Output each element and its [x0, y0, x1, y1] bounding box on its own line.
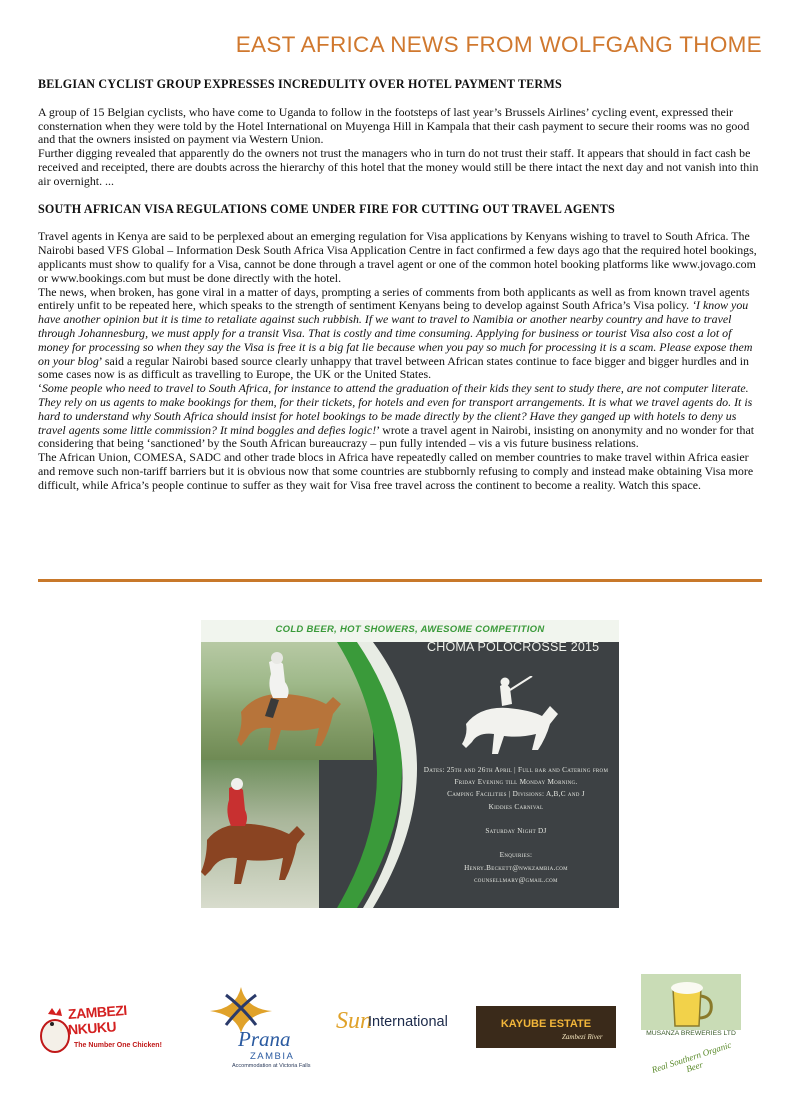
poster-tagline: COLD BEER, HOT SHOWERS, AWESOME COMPETITION: [275, 624, 545, 635]
poster-title: CHOMA POLOCROSSE 2015: [427, 640, 600, 654]
article-body: [38, 78, 764, 493]
quote-text: Some people who need to travel to South Africa, for instance to attend the graduation of their kids they sent to study there, are not computer literate. They rely on us agents to make bookings for them, for their tickets, for hotels and even for transport arrangements. It is what we travel agents do. It is hard to understand why South Africa should insist for hotel bookings to be made directly by the client? Have they ganged up with hotels to deny us travel agents some little commission? It mind boggles and defies logic!: [38, 381, 753, 437]
prana-zambia-logo: [186, 985, 326, 1071]
prana-text: Prana: [238, 1027, 291, 1051]
article2-paragraph-4: The African Union, COMESA, SADC and other trade blocs in Africa have repeatedly called on member countries to make travel within Africa easier and remove such non-tariff barriers but it is obvious now that some countries are stubbornly refusing to comply and instead make obtaining Visa more difficult, while Africa’s people continue to suffer as they wait for Visa free travel across the continent to become a reality. Watch this space.: [38, 450, 754, 492]
nkuku-text: NKUKU: [67, 1018, 117, 1038]
zambezi-text: ZAMBEZI: [67, 1001, 128, 1023]
poster-line: Camping Facilities | Divisions: A,B,C and J: [447, 790, 585, 799]
article1-paragraph-1: A group of 15 Belgian cyclists, who have come to Uganda to follow in the footsteps of last year’s Brussels Airlines’ cycling event, expressed their consternation when they were told by the Hotel International on Muyenga Hill in Kampala that their cash payment to secure their rooms was no good and that the owners insisted on payment via Western Union.: [38, 104, 750, 147]
kayube-text: KAYUBE ESTATE: [500, 1018, 592, 1030]
kayube-estate-logo: [476, 1006, 616, 1048]
polo-horse-silhouette-icon: [456, 676, 566, 756]
paragraph-text: ’ wrote a travel agent in Nairobi, insisting on anonymity and no wonder for that considering that being ‘sanctioned’ by the South African bureaucrazy – pun fully intended – vis a vis future business relations.: [38, 422, 755, 451]
quote-open: ‘: [38, 381, 42, 396]
poster-line: counsellmary@gmail.com: [474, 875, 558, 884]
paragraph-text: ’ said a regular Nairobi based source clearly unhappy that travel between African states continue to face bigger and bigger hurdles and in some cases now is as difficult as travelling to Europe, the UK or the United States.: [38, 353, 749, 382]
poster-line: Friday Evening till Monday Morning.: [454, 778, 578, 787]
prana-subtitle: Accommodation at Victoria Falls: [232, 1063, 311, 1069]
article2-paragraph-3: [38, 382, 764, 451]
article2-paragraph-1: Travel agents in Kenya are said to be perplexed about an emerging regulation for Visa applications by Kenyans wishing to travel to South Africa. The Nairobi based VFS Global – Information Desk South Africa Visa Application Centre in fact confirmed a few days ago that the required hotel bookings, applicants must show to qualify for a Visa, cannot be done through a travel agent or one of the common hotel booking platforms like www.jovago.com or www.bookings.com but must be done directly with the hotel.: [38, 229, 757, 285]
poster-line: [413, 837, 619, 849]
sun-international-text: International: [368, 1014, 448, 1030]
poster-line: [413, 813, 619, 825]
section-divider: [38, 579, 762, 582]
zambezi-nkuku-logo: [38, 1000, 176, 1060]
poster-line: Saturday Night DJ: [485, 827, 547, 836]
article2-paragraph-2: [38, 286, 764, 383]
article2-headline: SOUTH AFRICAN VISA REGULATIONS COME UNDER FIRE FOR CUTTING OUT TRAVEL AGENTS: [38, 201, 615, 216]
article1-paragraph-2: Further digging revealed that apparently do the owners not trust the managers who in turn do not trust their staff. It appears that should in fact cash be received and receipted, there are doubts across the hierarchy of this hotel that the money would still be there intact the next day and not vanish into thin air overnight. ...: [38, 146, 759, 188]
zambezi-tagline: The Number One Chicken!: [74, 1042, 162, 1049]
poster-tagline-bar: [201, 620, 619, 642]
article1-headline: BELGIAN CYCLIST GROUP EXPRESSES INCREDULITY OVER HOTEL PAYMENT TERMS: [38, 77, 562, 91]
prana-zambia-text: ZAMBIA: [250, 1051, 295, 1062]
poster-line: Kiddies Carnival: [488, 802, 544, 811]
sun-script-text: Sun: [336, 1008, 372, 1034]
musanza-breweries-logo: [641, 974, 741, 1080]
poster-line: Enquiries:: [499, 851, 533, 860]
polo-photo-bottom: [201, 760, 319, 908]
horse-rider-icon: [201, 760, 319, 908]
kayube-subtitle: Zambezi River: [562, 1033, 603, 1041]
poster-line: Henry.Beckett@nwkzambia.com: [464, 863, 568, 872]
sun-international-logo: [334, 1008, 474, 1042]
quote-text: ‘I know you have another opinion but it is time to retaliate against such rubbish. If we want to travel to Namibia or another nearby country and have to travel through Johannesburg, we must apply for a transit Visa. That is costly and time consuming. Applying for business or tourist Visa also cost a lot of money for processing so when they say the Visa is free it is a big fat lie because when you pay so much for processing it is a scam. Please expose them on your blog: [38, 298, 753, 368]
musanza-name: MUSANZA BREWERIES LTD: [646, 1030, 736, 1037]
chicken-icon: [38, 1006, 72, 1056]
page-header-title: EAST AFRICA NEWS FROM WOLFGANG THOME: [235, 32, 762, 57]
polocrosse-poster: [201, 620, 619, 908]
musanza-slogan: Real Southern Organic Beer: [650, 1039, 733, 1075]
beer-mug-icon: [641, 974, 741, 1030]
poster-details: [413, 764, 619, 886]
poster-line: Dates: 25th and 26th April | Full bar and Catering from: [423, 766, 609, 774]
paragraph-text: The news, when broken, has gone viral in a matter of days, prompting a series of comments from both applicants as well as from known travel agents entirely unfit to be repeated here, which speaks to the strength of sentiment Kenyans being to develop against South Africa’s Visa policy.: [38, 284, 750, 313]
